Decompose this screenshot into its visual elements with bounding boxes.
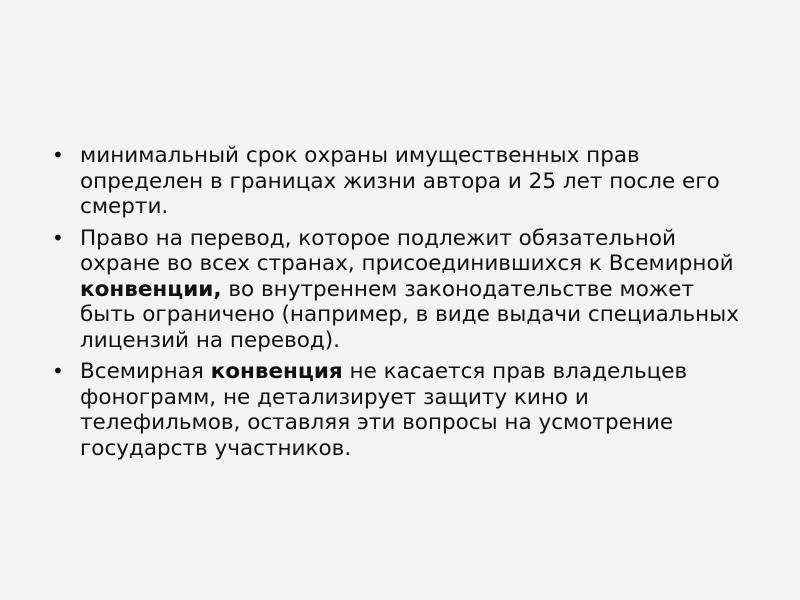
bullet-list (52, 143, 742, 467)
text-segment: Всемирная (80, 359, 211, 384)
bullet-item-translation-right (52, 226, 742, 354)
bullet-marker: • (52, 225, 64, 250)
text-segment: минимальный срок охраны имущественных прав определен в границах жизни автора и 25 лет после его смерти. (80, 143, 720, 219)
bullet-text (80, 226, 739, 353)
bullet-text (80, 359, 687, 461)
bullet-text (80, 143, 720, 219)
bold-term: конвенция (210, 359, 343, 384)
text-segment: не касается прав владельцев фонограмм, не детализирует защиту кино и телефильмов, оставляя эти вопросы на усмотрение государств участников. (80, 359, 688, 461)
bold-term: конвенции, (80, 276, 222, 302)
bullet-marker: • (52, 359, 64, 383)
bullet-marker: • (52, 143, 64, 167)
bullet-item-convention-scope (52, 359, 742, 461)
text-segment: во внутреннем законодательстве может быть ограничено (например, в виде выдачи специальных лицензий на перевод). (80, 276, 739, 353)
text-segment: Право на перевод, которое подлежит обязательной охране во всех странах, присоединившихся к Всемирной (80, 225, 734, 276)
bullet-item-term (52, 143, 742, 220)
